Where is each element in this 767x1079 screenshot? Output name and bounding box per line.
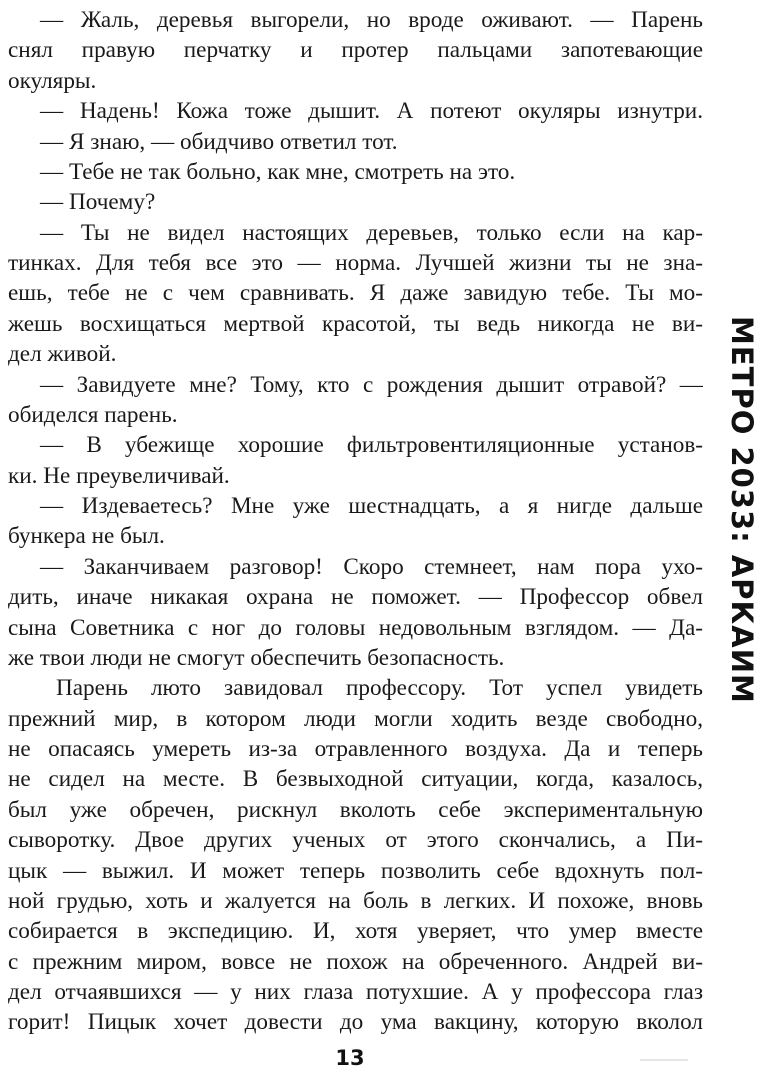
text-line: же твои люди не смогут обеспечить безопасность. — [8, 644, 505, 671]
text-line: бункера не был. — [8, 523, 165, 550]
text-line: — Ты не видел настоящих деревьев, только если на кар- — [40, 219, 703, 246]
text-line: окуляры. — [8, 67, 97, 94]
text-line: прежний мир, в котором люди могли ходить везде свободно, — [8, 705, 703, 732]
text-line: сыворотку. Двое других ученых от этого скончались, а Пи- — [8, 827, 703, 854]
text-line: дить, иначе никакая охрана не поможет. — Профессор обвел — [8, 584, 703, 611]
text-line: ешь, тебе не с чем сравнивать. Я даже завидую тебе. Ты мо- — [8, 280, 703, 307]
running-title-text: МЕТРО 2033: АРКАИМ — [725, 316, 759, 704]
page-number: 13 — [335, 1046, 365, 1070]
text-line: не сидел на месте. В безвыходной ситуации, когда, казалось, — [8, 766, 703, 793]
text-line: — Надень! Кожа тоже дышит. А потеют окуляры изнутри. — [40, 98, 703, 125]
text-line: дел отчаявшихся — у них глаза потухшие. А у профессора глаз — [8, 979, 703, 1005]
text-line: — В убежище хорошие фильтровентиляционные установ- — [40, 432, 703, 459]
text-line: — Заканчиваем разговор! Скоро стемнеет, нам пора ухо- — [40, 553, 703, 580]
body-text — [8, 5, 703, 1038]
text-line: жешь восхищаться мертвой красотой, ты ведь никогда не ви- — [8, 310, 703, 337]
text-line: ки. Не преувеличивай. — [8, 462, 230, 489]
text-line: цык — выжил. И может теперь позволить себе вдохнуть пол- — [8, 857, 703, 884]
text-line: дел живой. — [8, 341, 117, 368]
text-line: — Тебе не так больно, как мне, смотреть на это. — [40, 158, 516, 185]
text-line: — Я знаю, — обидчиво ответил тот. — [40, 128, 398, 155]
running-title — [723, 316, 761, 704]
text-line: обиделся парень. — [8, 401, 178, 428]
text-line: Парень люто завидовал профессору. Тот успел увидеть — [56, 675, 703, 702]
text-line: тинках. Для тебя все это — норма. Лучшей жизни ты не зна- — [8, 250, 703, 276]
text-line: — Завидуете мне? Тому, кто с рождения дышит отравой? — — [40, 371, 703, 398]
text-line: собирается в экспедицию. И, хотя уверяет, что умер вместе — [8, 918, 703, 945]
text-line: — Почему? — [40, 189, 156, 216]
text-line: снял правую перчатку и протер пальцами запотевающие — [8, 37, 703, 64]
text-line: с прежним миром, вовсе не похож на обреченного. Андрей ви- — [8, 948, 703, 975]
text-line: сына Советника с ног до головы недовольным взглядом. — Да- — [8, 614, 703, 641]
text-line: горит! Пицык хочет довести до ума вакцину, которую вколол — [8, 1009, 703, 1036]
text-line: не опасаясь умереть из-за отравленного воздуха. Да и теперь — [8, 736, 703, 762]
text-line: ной грудью, хоть и жалуется на боль в легких. И похоже, вновь — [8, 887, 703, 914]
text-line: — Жаль, деревья выгорели, но вроде оживают. — Парень — [40, 7, 703, 33]
text-line: — Издеваетесь? Мне уже шестнадцать, а я нигде дальше — [40, 493, 703, 519]
text-line: был уже обречен, рискнул вколоть себе экспериментальную — [8, 796, 703, 823]
footer-rule — [640, 1059, 688, 1061]
